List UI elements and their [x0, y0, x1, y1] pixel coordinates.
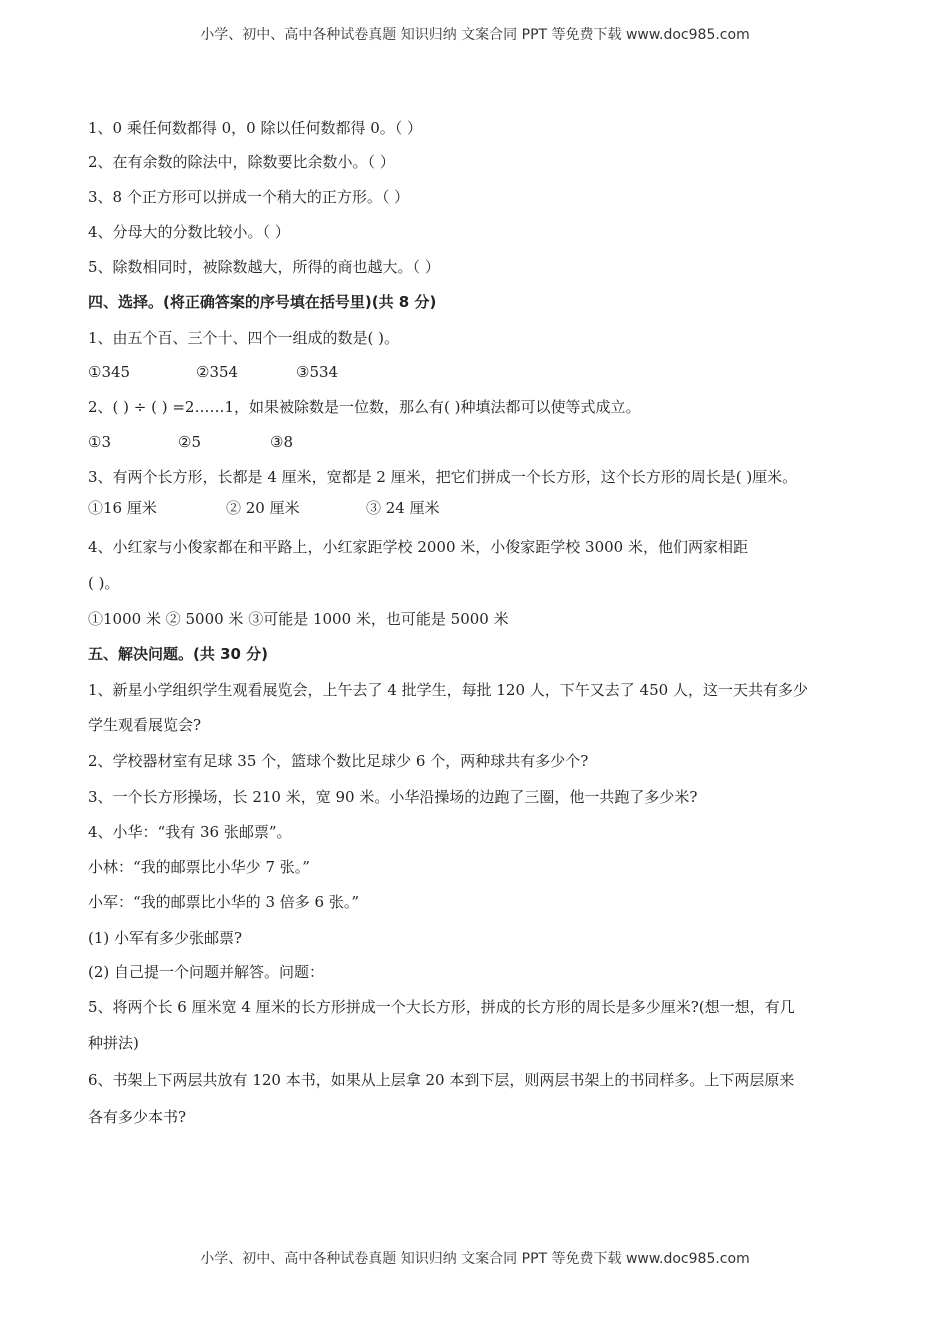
- option: ③ 24 厘米: [366, 499, 440, 517]
- problem-2: 2、学校器材室有足球 35 个，篮球个数比足球少 6 个，两种球共有多少个?: [88, 752, 589, 770]
- problem-4-xiaolin: 小林：“我的邮票比小华少 7 张。”: [88, 858, 310, 876]
- option: ①345: [88, 363, 131, 381]
- choice-q3-options: [88, 498, 440, 518]
- option: ② 20 厘米: [226, 499, 300, 517]
- problem-1-line1: 1、新星小学组织学生观看展览会，上午去了 4 批学生，每批 120 人，下午又去了 450 人，这一天共有多少: [88, 681, 808, 699]
- problem-5-line1: 5、将两个长 6 厘米宽 4 厘米的长方形拼成一个大长方形，拼成的长方形的周长是多少厘米?(想一想，有几: [88, 998, 795, 1016]
- section5-title: 五、解决问题。(共 30 分): [88, 645, 269, 663]
- option: ①16 厘米: [88, 499, 157, 517]
- problem-6-line2: 各有多少本书?: [88, 1108, 187, 1126]
- section4-title: 四、选择。(将正确答案的序号填在括号里)(共 8 分): [88, 293, 437, 311]
- choice-q2: 2、( ) ÷ ( ) =2……1，如果被除数是一位数，那么有( )种填法都可以使等式成立。: [88, 398, 641, 416]
- choice-q1-options: [88, 362, 338, 382]
- problem-6-line1: 6、书架上下两层共放有 120 本书，如果从上层拿 20 本到下层，则两层书架上的书同样多。上下两层原来: [88, 1071, 795, 1089]
- judge-item-2: 2、在有余数的除法中，除数要比余数小。（ ）: [88, 153, 395, 171]
- problem-5-line2: 种拼法): [88, 1034, 139, 1052]
- option: ①3: [88, 433, 111, 451]
- choice-q4-line2: ( )。: [88, 574, 120, 592]
- problem-4-sub1: (1) 小军有多少张邮票?: [88, 929, 243, 947]
- choice-q4-options: ①1000 米 ② 5000 米 ③可能是 1000 米，也可能是 5000 米: [88, 610, 509, 628]
- page-header: 小学、初中、高中各种试卷真题 知识归纳 文案合同 PPT 等免费下载 www.doc985.com: [200, 27, 750, 43]
- option: ②5: [178, 433, 201, 451]
- page-footer: 小学、初中、高中各种试卷真题 知识归纳 文案合同 PPT 等免费下载 www.doc985.com: [200, 1251, 750, 1267]
- problem-4-xiaojun: 小军：“我的邮票比小华的 3 倍多 6 张。”: [88, 893, 359, 911]
- problem-1-line2: 学生观看展览会?: [88, 716, 202, 734]
- option: ②354: [196, 363, 239, 381]
- problem-3: 3、一个长方形操场，长 210 米，宽 90 米。小华沿操场的边跑了三圈，他一共跑了多少米?: [88, 788, 698, 806]
- choice-q1: 1、由五个百、三个十、四个一组成的数是( )。: [88, 329, 400, 347]
- judge-item-5: 5、除数相同时，被除数越大，所得的商也越大。（ ）: [88, 258, 440, 276]
- problem-4-sub2: (2) 自己提一个问题并解答。问题：: [88, 963, 325, 981]
- option: ③534: [296, 363, 339, 381]
- judge-item-3: 3、8 个正方形可以拼成一个稍大的正方形。（ ）: [88, 188, 410, 206]
- problem-4: 4、小华：“我有 36 张邮票”。: [88, 823, 292, 841]
- judge-item-1: 1、0 乘任何数都得 0，0 除以任何数都得 0。（ ）: [88, 119, 423, 137]
- choice-q3: 3、有两个长方形，长都是 4 厘米，宽都是 2 厘米，把它们拼成一个长方形，这个长方形的周长是( )厘米。: [88, 468, 798, 486]
- choice-q4-line1: 4、小红家与小俊家都在和平路上，小红家距学校 2000 米，小俊家距学校 3000 米，他们两家相距: [88, 538, 748, 556]
- judge-item-4: 4、分母大的分数比较小。（ ）: [88, 223, 290, 241]
- option: ③8: [270, 433, 293, 451]
- choice-q2-options: [88, 432, 293, 452]
